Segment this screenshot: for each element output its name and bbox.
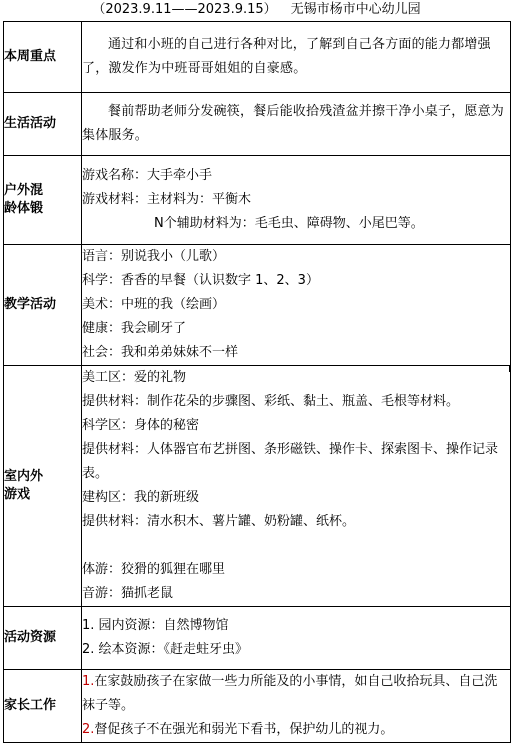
content-parents (82, 670, 511, 743)
life-text: 餐前帮助老师分发碗筷，餐后能收拾残渣盆并擦干净小桌子，愿意为集体服务。 (82, 104, 505, 143)
margin-mark (509, 366, 513, 372)
label-teaching: 教学活动 (4, 245, 82, 366)
row-life (4, 93, 511, 156)
indoor-sports-game: 体游：狡猾的狐狸在哪里 (82, 562, 226, 577)
date-range: （2023.9.11——2023.9.15） (92, 2, 277, 17)
indoor-spacer (82, 534, 510, 558)
content-outdoor (82, 156, 511, 245)
indoor-art-area: 美工区：爱的礼物 (82, 370, 187, 385)
row-teaching (4, 245, 511, 366)
weekly-plan-table (3, 21, 511, 743)
teaching-health: 健康：我会刷牙了 (82, 321, 187, 336)
indoor-art-materials: 提供材料：制作花朵的步骤图、彩纸、黏土、瓶盖、毛根等材料。 (82, 394, 460, 409)
content-indoor (82, 366, 511, 607)
teaching-social: 社会：我和弟弟妹妹不一样 (82, 345, 239, 360)
outdoor-game-materials: 游戏材料：主材料为：平衡木 (82, 192, 252, 207)
row-parents (4, 670, 511, 743)
row-indoor (4, 366, 511, 607)
row-focus (4, 22, 511, 93)
indoor-build-materials: 提供材料：清水积木、薯片罐、奶粉罐、纸杯。 (82, 514, 356, 529)
parent-item-1 (82, 670, 510, 718)
focus-text: 通过和小班的自己进行各种对比，了解到自己各方面的能力都增强了，激发作为中班哥哥姐姐的自豪感。 (82, 37, 491, 76)
indoor-science-area: 科学区：身体的秘密 (82, 418, 200, 433)
document-header (0, 0, 513, 20)
parent-item-1-number: 1. (82, 674, 95, 689)
parent-item-2-text: 督促孩子不在强光和弱光下看书，保护幼儿的视力。 (94, 722, 394, 737)
school-name: 无锡市杨市中心幼儿园 (290, 2, 421, 17)
row-outdoor (4, 156, 511, 245)
outdoor-aux-materials: N个辅助材料为：毛毛虫、障碍物、小尾巴等。 (154, 216, 424, 231)
parent-item-2 (82, 718, 510, 742)
content-teaching (82, 245, 511, 366)
resource-garden: 1. 园内资源：自然博物馆 (82, 618, 229, 633)
indoor-build-area: 建构区：我的新班级 (82, 490, 200, 505)
outdoor-game-name: 游戏名称：大手牵小手 (82, 168, 213, 183)
teaching-language: 语言：别说我小（儿歌） (82, 249, 226, 264)
label-indoor (4, 366, 82, 607)
content-resources (82, 607, 511, 670)
label-life: 生活活动 (4, 93, 82, 156)
indoor-science-materials: 提供材料：人体器官布艺拼图、条形磁铁、操作卡、探索图卡、操作记录表。 (82, 442, 499, 481)
content-life (82, 93, 511, 156)
label-parents: 家长工作 (4, 670, 82, 743)
indoor-music-game: 音游：猫抓老鼠 (82, 586, 174, 601)
teaching-art: 美术：中班的我（绘画） (82, 297, 226, 312)
parent-item-1-text: 在家鼓励孩子在家做一些力所能及的小事情，如自己收拾玩具、自己洗袜子等。 (82, 674, 498, 713)
label-resources: 活动资源 (4, 607, 82, 670)
label-outdoor (4, 156, 82, 245)
resource-picture-book: 2. 绘本资源：《赶走蛀牙虫》 (82, 642, 249, 657)
row-resources (4, 607, 511, 670)
content-focus (82, 22, 511, 93)
label-indoor-line2: 游戏 (4, 487, 31, 502)
label-indoor-line1: 室内外 (4, 469, 44, 484)
teaching-science: 科学：香香的早餐（认识数字 1、2、3） (82, 273, 319, 288)
label-outdoor-line2: 龄体锻 (4, 201, 44, 216)
label-outdoor-line1: 户外混 (4, 183, 44, 198)
parent-item-2-number: 2. (82, 722, 95, 737)
label-focus: 本周重点 (4, 22, 82, 93)
